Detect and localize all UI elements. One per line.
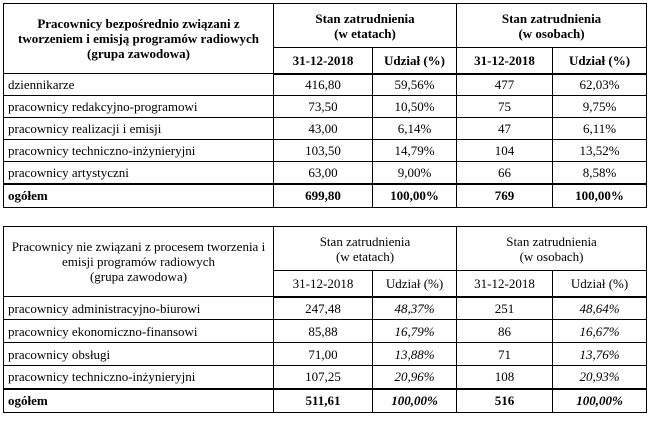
total-share-persons: 100,00% bbox=[553, 184, 647, 208]
total-share-persons: 100,00% bbox=[553, 389, 647, 413]
subheader-date-fte: 31-12-2018 bbox=[274, 271, 373, 297]
share-persons: 20,93% bbox=[553, 366, 647, 389]
subheader-date-persons: 31-12-2018 bbox=[457, 271, 553, 297]
subheader-share-fte: Udział (%) bbox=[373, 271, 457, 297]
row-label: dziennikarze bbox=[4, 74, 274, 96]
value-persons: 108 bbox=[457, 366, 553, 389]
value-persons: 251 bbox=[457, 297, 553, 320]
total-persons: 516 bbox=[457, 389, 553, 413]
subheader-share-fte: Udział (%) bbox=[373, 48, 457, 74]
value-fte: 73,50 bbox=[274, 96, 373, 118]
row-label: pracownicy ekonomiczno-finansowi bbox=[4, 320, 274, 343]
value-fte: 107,25 bbox=[274, 366, 373, 389]
share-fte: 10,50% bbox=[373, 96, 457, 118]
subheader-date-fte: 31-12-2018 bbox=[274, 48, 373, 74]
subheader-share-persons: Udział (%) bbox=[553, 48, 647, 74]
share-fte: 16,79% bbox=[373, 320, 457, 343]
table-row bbox=[4, 162, 647, 184]
share-fte: 6,14% bbox=[373, 118, 457, 140]
share-fte: 20,96% bbox=[373, 366, 457, 389]
total-fte: 511,61 bbox=[274, 389, 373, 413]
share-persons: 48,64% bbox=[553, 297, 647, 320]
value-persons: 47 bbox=[457, 118, 553, 140]
row-label: pracownicy realizacji i emisji bbox=[4, 118, 274, 140]
employment-table-creative bbox=[3, 3, 647, 208]
table-row bbox=[4, 297, 647, 320]
total-share-fte: 100,00% bbox=[373, 184, 457, 208]
value-persons: 66 bbox=[457, 162, 553, 184]
value-fte: 43,00 bbox=[274, 118, 373, 140]
share-persons: 16,67% bbox=[553, 320, 647, 343]
header-persons: Stan zatrudnienia (w osobach) bbox=[457, 4, 647, 48]
value-persons: 104 bbox=[457, 140, 553, 162]
group-header: Pracownicy bezpośrednio związani z tworzeniem i emisją programów radiowych (grupa zawodowa) bbox=[4, 4, 274, 74]
row-label: pracownicy administracyjno-biurowi bbox=[4, 297, 274, 320]
share-fte: 9,00% bbox=[373, 162, 457, 184]
share-persons: 13,76% bbox=[553, 343, 647, 366]
table-row bbox=[4, 343, 647, 366]
share-persons: 6,11% bbox=[553, 118, 647, 140]
total-share-fte: 100,00% bbox=[373, 389, 457, 413]
header-fte: Stan zatrudnienia (w etatach) bbox=[274, 4, 457, 48]
total-row bbox=[4, 184, 647, 208]
subheader-date-persons: 31-12-2018 bbox=[457, 48, 553, 74]
share-persons: 9,75% bbox=[553, 96, 647, 118]
table-row bbox=[4, 140, 647, 162]
total-persons: 769 bbox=[457, 184, 553, 208]
group-header: Pracownicy nie związani z procesem tworzenia i emisji programów radiowych (grupa zawodowa) bbox=[4, 227, 274, 297]
table-row bbox=[4, 366, 647, 389]
value-persons: 75 bbox=[457, 96, 553, 118]
row-label: pracownicy techniczno-inżynieryjni bbox=[4, 140, 274, 162]
share-fte: 13,88% bbox=[373, 343, 457, 366]
share-persons: 8,58% bbox=[553, 162, 647, 184]
total-label: ogółem bbox=[4, 184, 274, 208]
table-row bbox=[4, 320, 647, 343]
table-row bbox=[4, 74, 647, 96]
row-label: pracownicy artystyczni bbox=[4, 162, 274, 184]
value-fte: 247,48 bbox=[274, 297, 373, 320]
share-fte: 48,37% bbox=[373, 297, 457, 320]
row-label: pracownicy obsługi bbox=[4, 343, 274, 366]
total-row bbox=[4, 389, 647, 413]
value-fte: 416,80 bbox=[274, 74, 373, 96]
row-label: pracownicy redakcyjno-programowi bbox=[4, 96, 274, 118]
employment-table-noncreative bbox=[3, 226, 647, 413]
value-persons: 477 bbox=[457, 74, 553, 96]
share-persons: 62,03% bbox=[553, 74, 647, 96]
subheader-share-persons: Udział (%) bbox=[553, 271, 647, 297]
header-fte: Stan zatrudnienia (w etatach) bbox=[274, 227, 457, 271]
value-fte: 85,88 bbox=[274, 320, 373, 343]
value-persons: 71 bbox=[457, 343, 553, 366]
header-persons: Stan zatrudnienia (w osobach) bbox=[457, 227, 647, 271]
total-fte: 699,80 bbox=[274, 184, 373, 208]
value-fte: 63,00 bbox=[274, 162, 373, 184]
share-fte: 14,79% bbox=[373, 140, 457, 162]
row-label: pracownicy techniczno-inżynieryjni bbox=[4, 366, 274, 389]
value-fte: 103,50 bbox=[274, 140, 373, 162]
share-persons: 13,52% bbox=[553, 140, 647, 162]
total-label: ogółem bbox=[4, 389, 274, 413]
table-row bbox=[4, 118, 647, 140]
share-fte: 59,56% bbox=[373, 74, 457, 96]
table-row bbox=[4, 96, 647, 118]
value-fte: 71,00 bbox=[274, 343, 373, 366]
value-persons: 86 bbox=[457, 320, 553, 343]
